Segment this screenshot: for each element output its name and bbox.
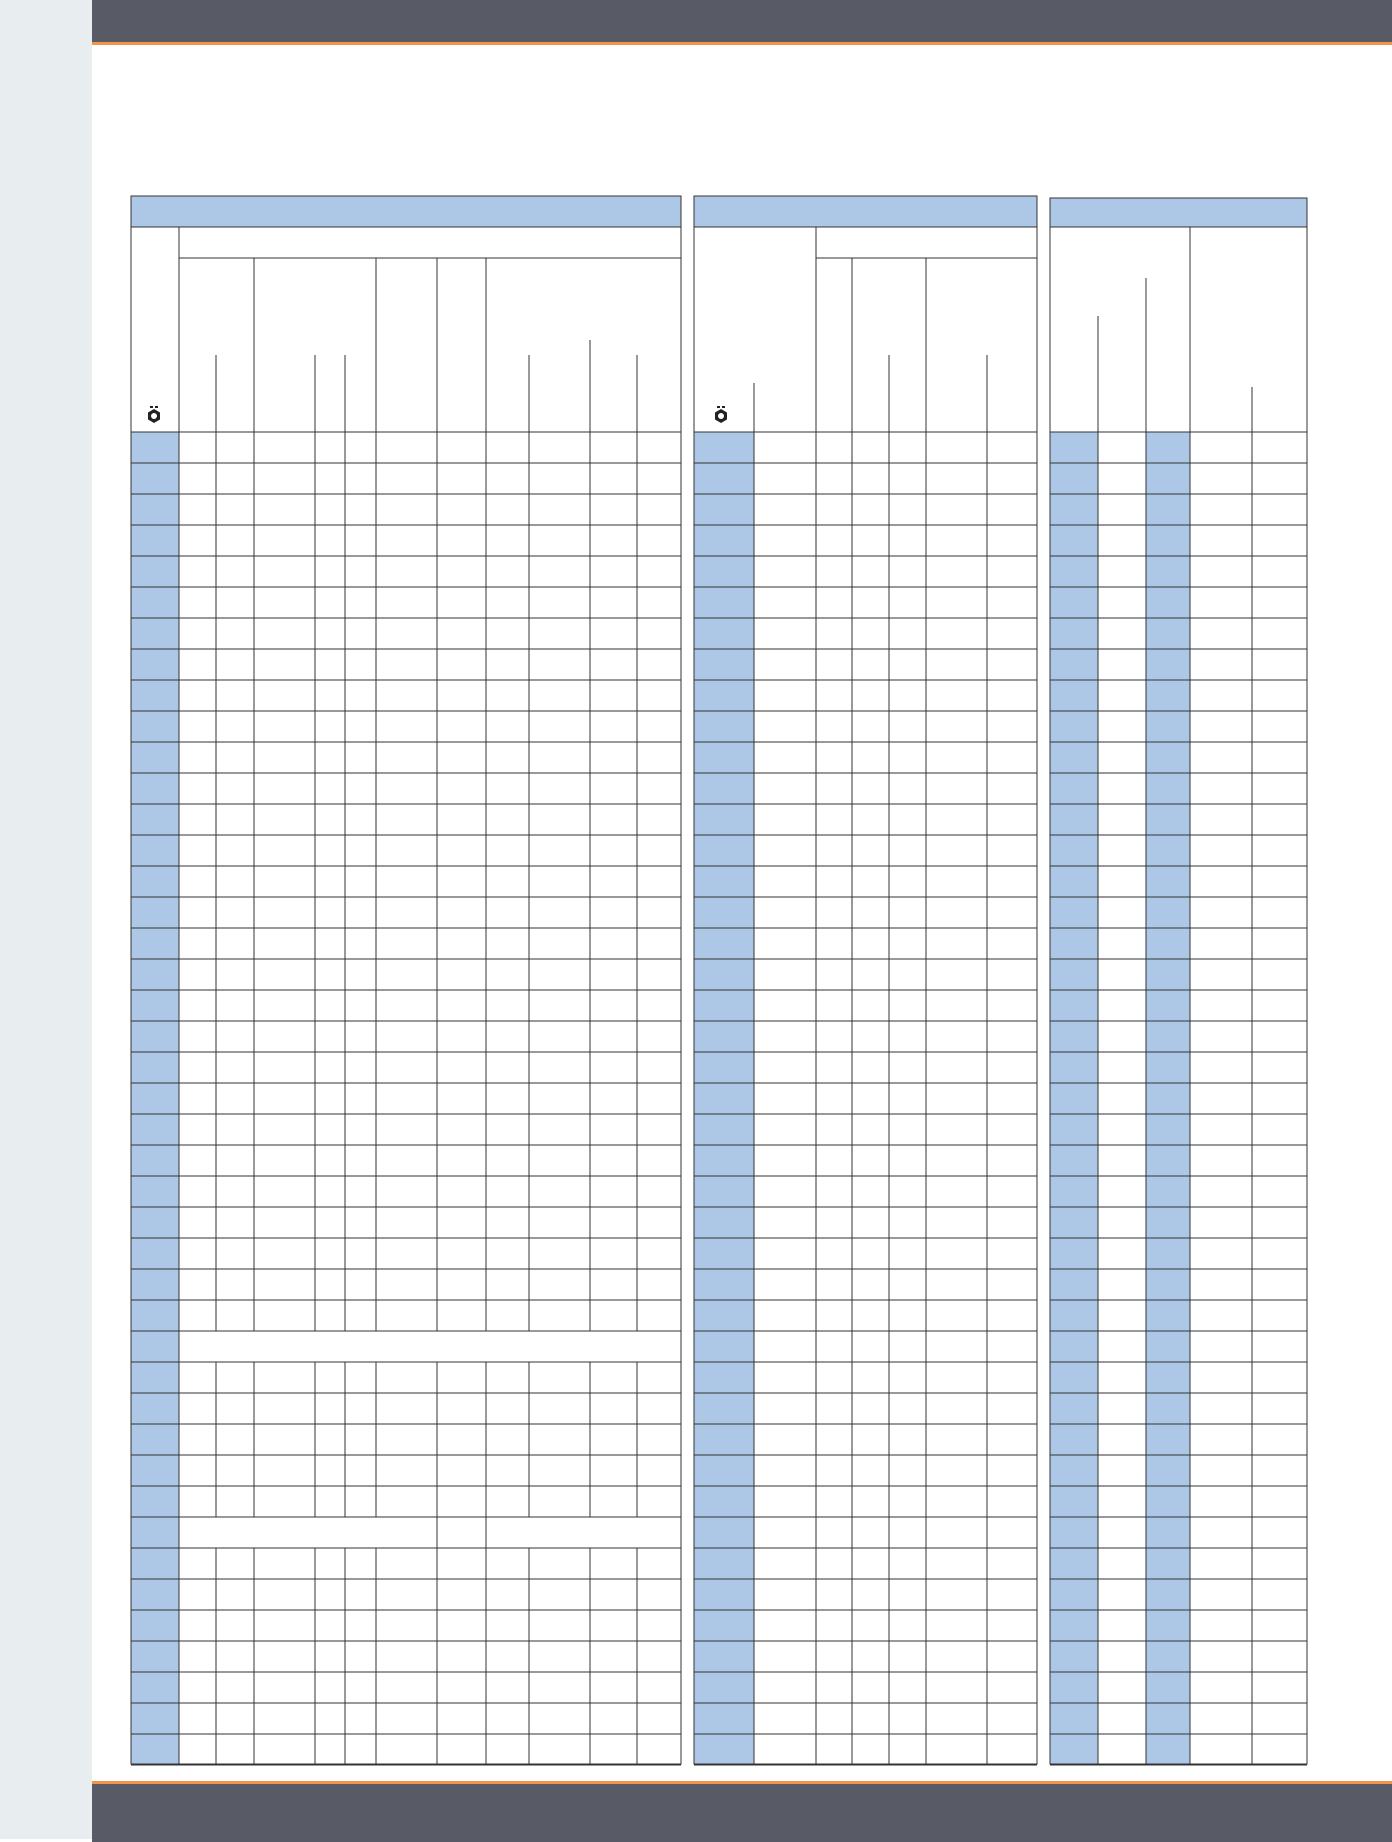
table-title-bar (131, 196, 681, 227)
nut-icon (713, 406, 729, 424)
table-title-bar (1050, 198, 1307, 227)
table-left (131, 196, 681, 1764)
table-title-bar (694, 196, 1037, 227)
row-label-column (1050, 432, 1098, 1764)
row-label-column (1146, 432, 1190, 1764)
nut-icon (146, 406, 162, 424)
row-label-column (131, 432, 179, 1764)
row-label-column (694, 432, 754, 1764)
